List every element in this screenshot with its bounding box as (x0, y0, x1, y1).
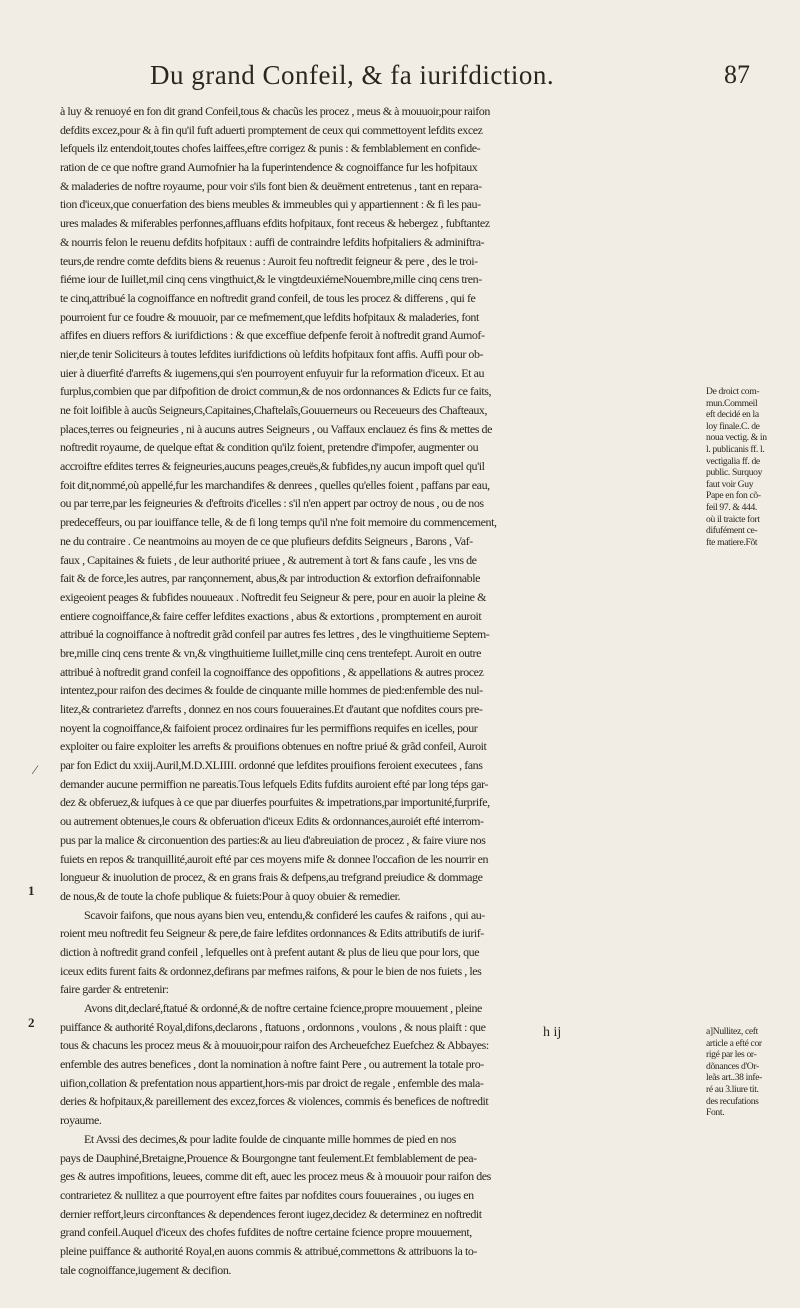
text-line: ou autrement obtenues,le cours & obferuation d'iceux Edits & ordonnances,auroiét efté interrom- (60, 814, 484, 829)
text-line: litez,& contrarietez d'arrefts , donnez en nos cours fouueraines.Et d'autant que nofdites cours pre- (60, 702, 483, 716)
text-line: entiere cognoiffance,& faire ceffer lefdites exactions , abus & extortions , promptement en auroit (60, 608, 482, 623)
margin-note-droit-commun (706, 386, 786, 548)
margin-note-line: où il traicte fort (706, 513, 760, 525)
margin-note-line: fte matiere.Fõt (706, 536, 758, 548)
text-line: tion d'iceux,que conuerfation des biens meubles & immeubles qui y appartiennent : & fi les pau- (60, 197, 481, 212)
text-line: roient meu noftredit feu Seigneur & pere,de faire lefdites ordonnances & Edits attributifs de iurif- (60, 926, 484, 941)
text-line: tous & chacuns les procez meus & à mouuoir,pour raifon des Archeuefchez Euefchez & Abbayes: (60, 1038, 489, 1053)
text-line: ou par terre,par les feigneuries & d'eftroits d'icelles : s'il n'en appert par octroy de nous , ou de nos (60, 496, 484, 511)
text-line: lefquels ilz entendoit,toutes chofes laiffees,eftre corrigez & punis : & femblablement en confide- (60, 141, 481, 156)
text-line: intentez,pour raifon des decimes & foulde de cinquante mille hommes de pied:enfemble des nul- (60, 683, 483, 698)
text-line: ration de ce que noftre grand Aumofnier ha la fuperintendence & cognoiffance fur les hofpitaux (60, 160, 478, 175)
margin-note-line: De droict com- (706, 386, 760, 397)
text-line: attribué à noftredit grand confeil la cognoiffance des oppofitions , & appellations & autres procez (60, 664, 484, 679)
text-line: pleine puiffance & authorité Royal,en auons commis & attribué,commettons & attribuons la to- (60, 1243, 477, 1258)
text-line: royaume. (60, 1113, 102, 1128)
margin-note-line: mun.Commeil (706, 397, 758, 409)
text-line: furplus,combien que par difpofition de droict commun,& de nos ordonnances & Edicts fur ce faits, (60, 384, 492, 399)
text-line: ne foit loifible à aucũs Seigneurs,Capitaines,Chaftelaĩs,Gouuerneurs ou Receueurs des Chafteaux, (60, 403, 487, 417)
text-line: fiéme iour de Iuillet,mil cinq cens vingthuict,& le vingtdeuxiémeNouembre,mille cinq cens tren- (60, 272, 482, 287)
text-line: Avons dit,declaré,ftatué & ordonné,& de noftre certaine fcience,propre mouuement , pleine (84, 1001, 482, 1015)
margin-mark: ⁄ (34, 762, 37, 777)
text-line: pays de Dauphiné,Bretaigne,Prouence & Bourgongne tant feulement.Et femblablement de pea- (60, 1150, 477, 1165)
margin-note-line: leãs art..38 infe- (706, 1072, 763, 1084)
text-line: defdits excez,pour & à fin qu'il fuft aduerti promptement de ceux qui commettoyent lefdits excez (60, 122, 483, 137)
text-line: enfemble des autres benefices , dont la nomination à noftre faint Pere , ou autrement la totale pro- (60, 1057, 484, 1072)
article-2 (60, 1130, 682, 1280)
text-line: demander aucune permiffion ne pareatis.Tous lefquels Edits fufdits auroient efté par long téps gar- (60, 776, 488, 791)
text-line: faire garder & entretenir: (60, 982, 169, 997)
text-line: uier à diuerfité d'arrefts & iugemens,qui s'en pourroyent enfuyuir fur la reformation d'iceux. Et au (60, 365, 484, 380)
page-number: 87 (724, 60, 750, 89)
page-header (150, 60, 750, 100)
margin-note-line: feil 97. & 444. (706, 501, 757, 513)
text-line: grand confeil.Auquel d'iceux des chofes fufdites de noftre certaine fcience propre mouuement, (60, 1225, 472, 1240)
text-line: bre,mille cinq cens trente & vn,& vingthuitieme Iuillet,mille cinq cens trentefept. Auroit en outre (60, 645, 481, 660)
margin-note-line: dõnances d'Or- (706, 1060, 759, 1072)
text-line: uifion,collation & prefentation nous appartient,hors-mis par droict de regale , enfemble des mala- (60, 1075, 484, 1090)
signature-mark: h ij (543, 1025, 562, 1040)
article-1 (60, 999, 682, 1130)
text-line: Et Avssi des decimes,& pour ladite foulde de cinquante mille hommes de pied en nos (84, 1131, 456, 1146)
text-line: contrarietez & nullitez a que pourroyent eftre faites par nofdites cours fouueraines , ou iuges en (60, 1187, 474, 1202)
text-line: te cinq,attribué la cognoiffance en noftredit grand confeil, de tous les procez & differens , qui fe (60, 290, 476, 305)
text-line: fait & de force,les autres, par rançonnement, abus,& par introduction & extorfion defraifonnable (60, 571, 480, 586)
text-line: dernier reffort,leurs circonftances & dependences feront iugez,decidez & determinez en noftredit (60, 1206, 482, 1221)
text-line: longueur & inuolution de procez, & en grans frais & defpens,au trefgrand preiudice & dommage (60, 870, 483, 885)
text-line: ges & autres impofitions, leuees, comme dit eft, auec les procez meus & à mouuoir pour raifon des (60, 1169, 491, 1184)
main-text-column (60, 102, 682, 1279)
margin-note-line: noua vectig. & in (706, 432, 767, 444)
text-line: noyent la cognoiffance,& faifoient procez ordinaires fur les permiffions requifes en icelles, pour (60, 720, 478, 735)
text-line: foit dit,nommé,où appellé,fur les marchandifes & denrees , quelles qu'elles foient , paffans par eau, (60, 477, 490, 492)
text-line: predeceffeurs, ou par iouiffance telle, & de fi long temps qu'il n'ne foit memoire du commencement, (60, 515, 497, 530)
margin-note-line: article a efté cor (706, 1037, 762, 1049)
text-line: accroiftre efdites terres & feigneuries,aucuns peages,creuës,& fubfides,ny aucun impoft quel qu'il (60, 459, 485, 474)
margin-note-line: des recufations (706, 1095, 759, 1107)
text-line: places,terres ou feigneuries , ni à aucuns autres Seigneurs , ou Vaffaux enclauez és fins & mettes de (60, 421, 492, 436)
margin-note-line: public. Surquoy (706, 467, 763, 479)
margin-note-line: difufément ce- (706, 525, 758, 537)
text-line: fuiets en repos & tranquillité,auroit efté par ces moyens mife & donnee l'occafion de les nourrir en (60, 851, 488, 866)
margin-note-nullitez (706, 1026, 786, 1119)
text-line: ne du contraire . Ce neantmoins au moyen de ce que plufieurs defdits Seigneurs , Barons , Vaf- (60, 533, 473, 548)
text-line: exigeoient peages & fubfides nouueaux . Noftredit feu Seigneur & pere, pour en auoir la pleine & (60, 589, 486, 604)
text-line: faux , Capitaines & fuiets , de leur authorité priuee , & autrement à tort & fans caufe , les vns de (60, 552, 477, 567)
margin-note-line: ré au 3.liure tit. (706, 1083, 759, 1095)
text-line: ures malades & miferables perfonnes,affluans efdits hofpitaux, font receus & hebergez , fubftantez (60, 216, 490, 231)
text-line: noftredit royaume, de quelque eftat & condition qu'ilz foient, pretendre d'impofer, augmenter ou (60, 440, 479, 455)
text-line: pus par la malice & circonuention des parties:& au lieu d'abreuiation de procez , & faire viure nos (60, 832, 486, 847)
margin-note-line: Font. (706, 1107, 725, 1119)
text-line: affifes en diuers reffors & iurifdictions : & que exceffiue defpenfe feroit à noftredit grand Aumof- (60, 328, 485, 343)
text-line: & maladeries de noftre royaume, pour voir s'ils font bien & deuëment entretenus , tant en repara- (60, 178, 482, 193)
margin-note-line: rigé par les or- (706, 1049, 757, 1061)
text-line: à luy & renuoyé en fon dit grand Confeil,tous & chacũs les procez , meus & à mouuoir,pour raifon (60, 104, 490, 118)
margin-note-line: a]Nullitez, ceft (706, 1026, 758, 1037)
text-line: exploiter ou faire exploiter les arrefts & prouifions obtenues en noftre priué & grãd confeil, Auroit (60, 739, 487, 754)
margin-note-line: eft decidé en la (706, 409, 759, 421)
paragraph-scavoir (60, 906, 682, 999)
text-line: iceux edits furent faits & ordonnez,defirans par mefmes raifons, & pour le bien de nos fuiets , les (60, 963, 482, 978)
article-number-2: 2 (28, 1015, 35, 1030)
margin-note-line: loy finale.C. de (706, 420, 760, 432)
margin-note-line: vectigalia ff. de (706, 455, 760, 467)
text-line: & nourris felon le reuenu defdits hofpitaux : auffi de contraindre lefdits hofpitaliers & adminiftra- (60, 234, 485, 249)
article-number-1: 1 (28, 883, 35, 898)
running-head: Du grand Confeil, & fa iurifdiction. (150, 60, 555, 90)
margin-note-line: Pape en fon cõ- (706, 490, 761, 502)
text-line: Scavoir faifons, que nous ayans bien veu, entendu,& confideré les caufes & raifons , qui au- (84, 907, 485, 922)
main-paragraph (60, 102, 682, 906)
text-line: pourroient fur ce foudre & mouuoir, par ce mefmement,que lefdits hofpitaux & maladeries, font (60, 309, 479, 324)
text-line: attribué la cognoiffance à noftredit grãd confeil par autres fes lettres , des le vingthuitieme Septem- (60, 627, 490, 642)
text-line: nier,de tenir Soliciteurs à toutes lefdites iurifdictions où lefdits hofpitaux font affis. Auffi pour ob- (60, 346, 484, 361)
text-line: par fon Edict du xxiij.Auril,M.D.XLIIII. ordonné que lefdites prouifions feroient executees , fans (60, 758, 483, 773)
text-line: deries & hofpitaux,& pareillement des excez,forces & violences, commis és benefices de noftredit (60, 1094, 489, 1109)
text-line: teurs,de rendre comte defdits biens & reuenus : Auroit feu noftredit feigneur & pere , des le troi- (60, 253, 478, 268)
text-line: dez & obferuez,& iufques à ce que par diuerfes pourfuites & impetrations,par importunité,furprife, (60, 795, 490, 810)
margin-note-line: faut voir Guy (706, 478, 754, 490)
text-line: tale cognoiffance,iugement & decifion. (60, 1262, 231, 1277)
text-line: de nous,& de toute la chofe publique & fuiets:Pour à quoy obuier & remedier. (60, 888, 401, 903)
text-line: diction à noftredit grand confeil , lefquelles ont à prefent autant & plus de lieu que pour lors, que (60, 944, 480, 959)
margin-note-line: l. publicanis ff. l. (706, 443, 765, 455)
text-line: puiffance & authorité Royal,difons,declarons , ftatuons , ordonnons , voulons , & nous plaift : que (60, 1019, 486, 1034)
